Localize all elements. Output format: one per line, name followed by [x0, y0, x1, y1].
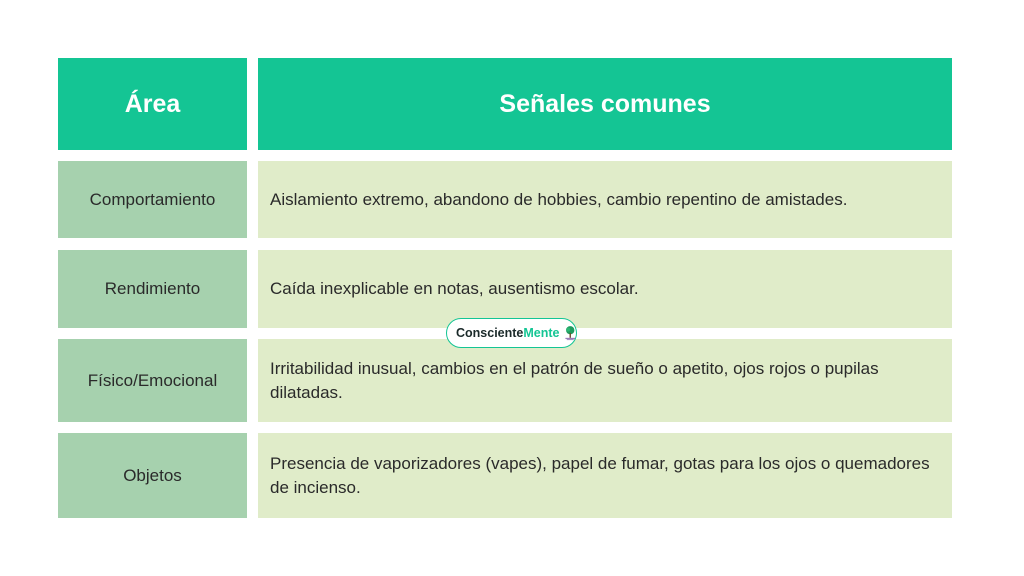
- row-area-objetos: Objetos: [58, 433, 247, 518]
- row-area-rendimiento: Rendimiento: [58, 250, 247, 328]
- row-signals-comportamiento: Aislamiento extremo, abandono de hobbies, cambio repentino de amistades.: [258, 161, 952, 238]
- header-area: Área: [58, 58, 247, 150]
- row-signals-rendimiento: Caída inexplicable en notas, ausentismo escolar.: [258, 250, 952, 328]
- row-area-comportamiento: Comportamiento: [58, 161, 247, 238]
- row-signals-objetos: Presencia de vaporizadores (vapes), papel de fumar, gotas para los ojos o quemadores de incienso.: [258, 433, 952, 518]
- brand-logo: [446, 318, 577, 348]
- logo-text-mente: Mente: [523, 326, 560, 340]
- header-signals: Señales comunes: [258, 58, 952, 150]
- row-signals-fisico-emocional: Irritabilidad inusual, cambios en el patrón de sueño o apetito, ojos rojos o pupilas dilatadas.: [258, 339, 952, 422]
- tree-icon: [564, 322, 576, 344]
- logo-text-consciente: Consciente: [456, 326, 524, 340]
- row-area-fisico-emocional: Físico/Emocional: [58, 339, 247, 422]
